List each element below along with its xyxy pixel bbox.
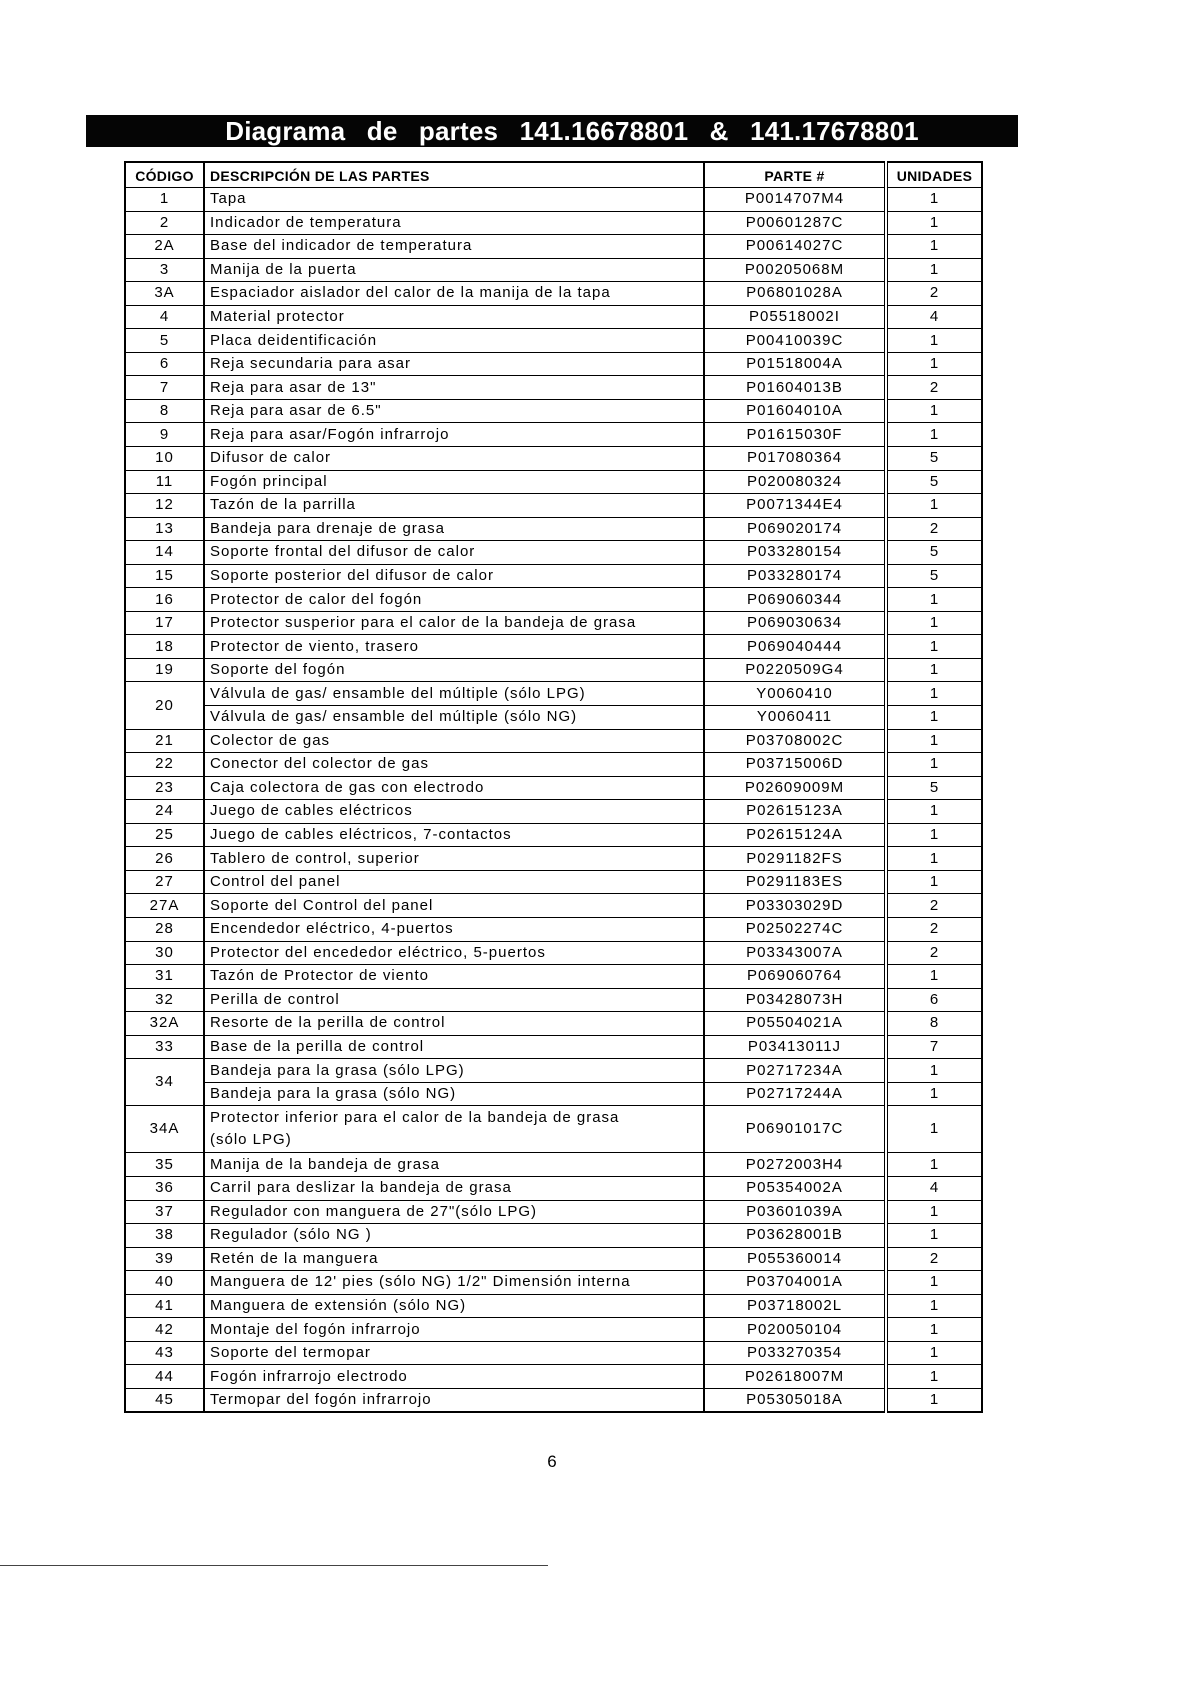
part-number-cell: P033280174	[704, 564, 886, 588]
table-row	[125, 611, 982, 635]
header-description: DESCRIPCIÓN DE LAS PARTES	[204, 162, 704, 188]
description-cell: Conector del colector de gas	[204, 753, 704, 777]
part-number-cell: P069060344	[704, 588, 886, 612]
table-row	[125, 1106, 982, 1153]
units-cell: 2	[886, 1247, 982, 1271]
part-number-cell: P0220509G4	[704, 658, 886, 682]
table-row	[125, 494, 982, 518]
description-line: Protector inferior para el calor de la bandeja de grasa	[210, 1109, 620, 1127]
code-cell: 28	[125, 917, 204, 941]
table-row	[125, 1176, 982, 1200]
units-cell: 2	[886, 376, 982, 400]
part-number-cell: P01615030F	[704, 423, 886, 447]
units-cell: 1	[886, 1106, 982, 1153]
table-row	[125, 870, 982, 894]
description-cell: Válvula de gas/ ensamble del múltiple (sólo NG)	[204, 706, 704, 730]
units-cell: 1	[886, 423, 982, 447]
part-number-cell: P055360014	[704, 1247, 886, 1271]
description-cell: Tazón de Protector de viento	[204, 965, 704, 989]
table-row	[125, 588, 982, 612]
units-cell: 1	[886, 823, 982, 847]
part-number-cell: P00410039C	[704, 329, 886, 353]
units-cell: 2	[886, 894, 982, 918]
part-number-cell: P05518002I	[704, 305, 886, 329]
code-cell: 37	[125, 1200, 204, 1224]
description-cell: Protector del encededor eléctrico, 5-puertos	[204, 941, 704, 965]
table-row	[125, 941, 982, 965]
code-cell: 45	[125, 1388, 204, 1412]
code-cell: 12	[125, 494, 204, 518]
description-cell: Juego de cables eléctricos, 7-contactos	[204, 823, 704, 847]
table-row	[125, 188, 982, 212]
description-cell: Protector de calor del fogón	[204, 588, 704, 612]
description-cell: Soporte frontal del difusor de calor	[204, 541, 704, 565]
table-row	[125, 753, 982, 777]
code-cell: 34A	[125, 1106, 204, 1153]
table-row	[125, 470, 982, 494]
units-cell: 1	[886, 635, 982, 659]
table-row	[125, 1059, 982, 1083]
part-number-cell: P03715006D	[704, 753, 886, 777]
description-cell: Manija de la bandeja de grasa	[204, 1153, 704, 1177]
code-cell: 31	[125, 965, 204, 989]
part-number-cell: P03708002C	[704, 729, 886, 753]
code-cell: 22	[125, 753, 204, 777]
description-cell: Protector susperior para el calor de la bandeja de grasa	[204, 611, 704, 635]
code-cell: 20	[125, 682, 204, 729]
part-number-cell: P033270354	[704, 1341, 886, 1365]
code-cell: 2	[125, 211, 204, 235]
code-cell: 27A	[125, 894, 204, 918]
part-number-cell: P017080364	[704, 447, 886, 471]
table-header	[125, 162, 982, 188]
table-row	[125, 847, 982, 871]
part-number-cell: P0071344E4	[704, 494, 886, 518]
units-cell: 5	[886, 541, 982, 565]
units-cell: 5	[886, 447, 982, 471]
code-cell: 32	[125, 988, 204, 1012]
part-number-cell: P069030634	[704, 611, 886, 635]
table-row	[125, 988, 982, 1012]
part-number-cell: P02502274C	[704, 917, 886, 941]
table-row	[125, 564, 982, 588]
description-cell: Base del indicador de temperatura	[204, 235, 704, 259]
description-cell: Base de la perilla de control	[204, 1035, 704, 1059]
table-row	[125, 329, 982, 353]
part-number-cell: P00601287C	[704, 211, 886, 235]
code-cell: 24	[125, 800, 204, 824]
page-number: 6	[547, 1452, 557, 1471]
table-row	[125, 1200, 982, 1224]
units-cell: 7	[886, 1035, 982, 1059]
description-cell: Soporte del Control del panel	[204, 894, 704, 918]
table-row	[125, 706, 982, 730]
description-cell: Soporte del termopar	[204, 1341, 704, 1365]
code-cell: 26	[125, 847, 204, 871]
units-cell: 2	[886, 941, 982, 965]
table-row	[125, 517, 982, 541]
units-cell: 1	[886, 211, 982, 235]
code-cell: 40	[125, 1271, 204, 1295]
code-cell: 33	[125, 1035, 204, 1059]
part-number-cell: P069020174	[704, 517, 886, 541]
units-cell: 5	[886, 564, 982, 588]
units-cell: 5	[886, 470, 982, 494]
description-cell: Carril para deslizar la bandeja de grasa	[204, 1176, 704, 1200]
units-cell: 1	[886, 1153, 982, 1177]
header-part-number: PARTE #	[704, 162, 886, 188]
part-number-cell: P0272003H4	[704, 1153, 886, 1177]
table-row	[125, 1294, 982, 1318]
table-row	[125, 800, 982, 824]
units-cell: 1	[886, 682, 982, 706]
part-number-cell: P069060764	[704, 965, 886, 989]
part-number-cell: P00205068M	[704, 258, 886, 282]
table-row	[125, 1271, 982, 1295]
code-cell: 19	[125, 658, 204, 682]
table-row	[125, 1153, 982, 1177]
table-row	[125, 447, 982, 471]
part-number-cell: P05305018A	[704, 1388, 886, 1412]
units-cell: 1	[886, 729, 982, 753]
code-cell: 3	[125, 258, 204, 282]
page-edge-line	[0, 1565, 548, 1566]
part-number-cell: P0014707M4	[704, 188, 886, 212]
units-cell: 6	[886, 988, 982, 1012]
table-row	[125, 1318, 982, 1342]
description-cell: Soporte del fogón	[204, 658, 704, 682]
description-cell: Montaje del fogón infrarrojo	[204, 1318, 704, 1342]
code-cell: 25	[125, 823, 204, 847]
units-cell: 1	[886, 965, 982, 989]
table-row	[125, 1035, 982, 1059]
part-number-cell: P02615123A	[704, 800, 886, 824]
part-number-cell: P06901017C	[704, 1106, 886, 1153]
part-number-cell: P03303029D	[704, 894, 886, 918]
code-cell: 23	[125, 776, 204, 800]
units-cell: 1	[886, 588, 982, 612]
code-cell: 21	[125, 729, 204, 753]
part-number-cell: P05354002A	[704, 1176, 886, 1200]
part-number-cell: P069040444	[704, 635, 886, 659]
table-row	[125, 235, 982, 259]
units-cell: 1	[886, 706, 982, 730]
part-number-cell: P0291183ES	[704, 870, 886, 894]
part-number-cell: P0291182FS	[704, 847, 886, 871]
units-cell: 1	[886, 611, 982, 635]
description-cell: Bandeja para la grasa (sólo LPG)	[204, 1059, 704, 1083]
units-cell: 1	[886, 399, 982, 423]
description-cell: Perilla de control	[204, 988, 704, 1012]
units-cell: 1	[886, 1059, 982, 1083]
table-row	[125, 1224, 982, 1248]
code-cell: 3A	[125, 282, 204, 306]
table-row	[125, 823, 982, 847]
table-row	[125, 399, 982, 423]
units-cell: 5	[886, 776, 982, 800]
table-row	[125, 965, 982, 989]
description-line: (sólo LPG)	[210, 1131, 292, 1149]
description-cell: Bandeja para drenaje de grasa	[204, 517, 704, 541]
table-row	[125, 1012, 982, 1036]
units-cell: 2	[886, 282, 982, 306]
code-cell: 7	[125, 376, 204, 400]
description-cell: Juego de cables eléctricos	[204, 800, 704, 824]
description-cell: Tablero de control, superior	[204, 847, 704, 871]
description-cell: Encendedor eléctrico, 4-puertos	[204, 917, 704, 941]
code-cell: 10	[125, 447, 204, 471]
units-cell: 1	[886, 329, 982, 353]
code-cell: 16	[125, 588, 204, 612]
description-cell	[204, 1106, 704, 1153]
description-cell: Placa deidentificación	[204, 329, 704, 353]
table-row	[125, 917, 982, 941]
table-row	[125, 635, 982, 659]
units-cell: 1	[886, 1082, 982, 1106]
code-cell: 32A	[125, 1012, 204, 1036]
units-cell: 1	[886, 235, 982, 259]
description-cell: Tapa	[204, 188, 704, 212]
table-row	[125, 1341, 982, 1365]
code-cell: 6	[125, 352, 204, 376]
part-number-cell: P03428073H	[704, 988, 886, 1012]
description-cell: Regulador (sólo NG )	[204, 1224, 704, 1248]
part-number-cell: Y0060410	[704, 682, 886, 706]
units-cell: 1	[886, 494, 982, 518]
description-cell: Reja secundaria para asar	[204, 352, 704, 376]
description-cell: Fogón infrarrojo electrodo	[204, 1365, 704, 1389]
part-number-cell: P03628001B	[704, 1224, 886, 1248]
table-row	[125, 776, 982, 800]
code-cell: 8	[125, 399, 204, 423]
code-cell: 2A	[125, 235, 204, 259]
description-cell: Tazón de la parrilla	[204, 494, 704, 518]
code-cell: 17	[125, 611, 204, 635]
part-number-cell: P01518004A	[704, 352, 886, 376]
description-cell: Reja para asar/Fogón infrarrojo	[204, 423, 704, 447]
table-row	[125, 658, 982, 682]
table-row	[125, 423, 982, 447]
description-cell: Retén de la manguera	[204, 1247, 704, 1271]
table-row	[125, 352, 982, 376]
description-cell: Bandeja para la grasa (sólo NG)	[204, 1082, 704, 1106]
units-cell: 1	[886, 847, 982, 871]
part-number-cell: P02717244A	[704, 1082, 886, 1106]
table-row	[125, 682, 982, 706]
units-cell: 4	[886, 1176, 982, 1200]
table-row	[125, 1247, 982, 1271]
code-cell: 39	[125, 1247, 204, 1271]
table-row	[125, 1365, 982, 1389]
header-units: UNIDADES	[886, 162, 982, 188]
title-banner	[86, 115, 1018, 147]
units-cell: 1	[886, 188, 982, 212]
table-row	[125, 258, 982, 282]
table-row	[125, 282, 982, 306]
units-cell: 1	[886, 1271, 982, 1295]
part-number-cell: P020080324	[704, 470, 886, 494]
part-number-cell: P00614027C	[704, 235, 886, 259]
code-cell: 15	[125, 564, 204, 588]
units-cell: 1	[886, 1365, 982, 1389]
table-body	[125, 188, 982, 1412]
description-cell: Control del panel	[204, 870, 704, 894]
code-cell: 42	[125, 1318, 204, 1342]
units-cell: 1	[886, 800, 982, 824]
part-number-cell: P06801028A	[704, 282, 886, 306]
description-cell: Indicador de temperatura	[204, 211, 704, 235]
description-cell: Manija de la puerta	[204, 258, 704, 282]
code-cell: 38	[125, 1224, 204, 1248]
part-number-cell: P03343007A	[704, 941, 886, 965]
part-number-cell: P03718002L	[704, 1294, 886, 1318]
units-cell: 4	[886, 305, 982, 329]
description-cell: Espaciador aislador del calor de la manija de la tapa	[204, 282, 704, 306]
part-number-cell: P05504021A	[704, 1012, 886, 1036]
code-cell: 1	[125, 188, 204, 212]
code-cell: 9	[125, 423, 204, 447]
description-cell: Reja para asar de 13"	[204, 376, 704, 400]
code-cell: 4	[125, 305, 204, 329]
units-cell: 1	[886, 753, 982, 777]
code-cell: 5	[125, 329, 204, 353]
header-row	[125, 162, 982, 188]
units-cell: 8	[886, 1012, 982, 1036]
parts-table	[124, 161, 983, 1413]
part-number-cell: P03704001A	[704, 1271, 886, 1295]
part-number-cell: P020050104	[704, 1318, 886, 1342]
code-cell: 43	[125, 1341, 204, 1365]
units-cell: 2	[886, 517, 982, 541]
code-cell: 41	[125, 1294, 204, 1318]
code-cell: 34	[125, 1059, 204, 1106]
description-cell: Soporte posterior del difusor de calor	[204, 564, 704, 588]
description-cell: Difusor de calor	[204, 447, 704, 471]
part-number-cell: P02717234A	[704, 1059, 886, 1083]
table-row	[125, 376, 982, 400]
description-cell: Fogón principal	[204, 470, 704, 494]
part-number-cell: P03413011J	[704, 1035, 886, 1059]
units-cell: 1	[886, 1200, 982, 1224]
code-cell: 30	[125, 941, 204, 965]
description-cell: Protector de viento, trasero	[204, 635, 704, 659]
code-cell: 36	[125, 1176, 204, 1200]
table-row	[125, 894, 982, 918]
description-cell: Termopar del fogón infrarrojo	[204, 1388, 704, 1412]
part-number-cell: Y0060411	[704, 706, 886, 730]
units-cell: 1	[886, 352, 982, 376]
header-code: CÓDIGO	[125, 162, 204, 188]
part-number-cell: P01604013B	[704, 376, 886, 400]
description-cell: Reja para asar de 6.5"	[204, 399, 704, 423]
units-cell: 1	[886, 1388, 982, 1412]
part-number-cell: P02618007M	[704, 1365, 886, 1389]
table-row	[125, 1388, 982, 1412]
units-cell: 1	[886, 870, 982, 894]
description-cell: Regulador con manguera de 27"(sólo LPG)	[204, 1200, 704, 1224]
part-number-cell: P01604010A	[704, 399, 886, 423]
units-cell: 2	[886, 917, 982, 941]
part-number-cell: P02615124A	[704, 823, 886, 847]
units-cell: 1	[886, 1341, 982, 1365]
description-cell: Manguera de extensión (sólo NG)	[204, 1294, 704, 1318]
units-cell: 1	[886, 258, 982, 282]
code-cell: 14	[125, 541, 204, 565]
table-row	[125, 1082, 982, 1106]
table-row	[125, 541, 982, 565]
description-cell: Colector de gas	[204, 729, 704, 753]
code-cell: 13	[125, 517, 204, 541]
code-cell: 18	[125, 635, 204, 659]
units-cell: 1	[886, 1294, 982, 1318]
table-row	[125, 305, 982, 329]
code-cell: 27	[125, 870, 204, 894]
part-number-cell: P033280154	[704, 541, 886, 565]
table-row	[125, 729, 982, 753]
page-title: Diagrama de partes 141.16678801 & 141.17678801	[225, 116, 919, 146]
description-cell: Válvula de gas/ ensamble del múltiple (sólo LPG)	[204, 682, 704, 706]
units-cell: 1	[886, 658, 982, 682]
description-cell: Manguera de 12' pies (sólo NG) 1/2" Dimensión interna	[204, 1271, 704, 1295]
part-number-cell: P02609009M	[704, 776, 886, 800]
description-cell: Resorte de la perilla de control	[204, 1012, 704, 1036]
table-row	[125, 211, 982, 235]
code-cell: 35	[125, 1153, 204, 1177]
units-cell: 1	[886, 1224, 982, 1248]
description-cell: Caja colectora de gas con electrodo	[204, 776, 704, 800]
code-cell: 44	[125, 1365, 204, 1389]
description-cell: Material protector	[204, 305, 704, 329]
part-number-cell: P03601039A	[704, 1200, 886, 1224]
code-cell: 11	[125, 470, 204, 494]
units-cell: 1	[886, 1318, 982, 1342]
